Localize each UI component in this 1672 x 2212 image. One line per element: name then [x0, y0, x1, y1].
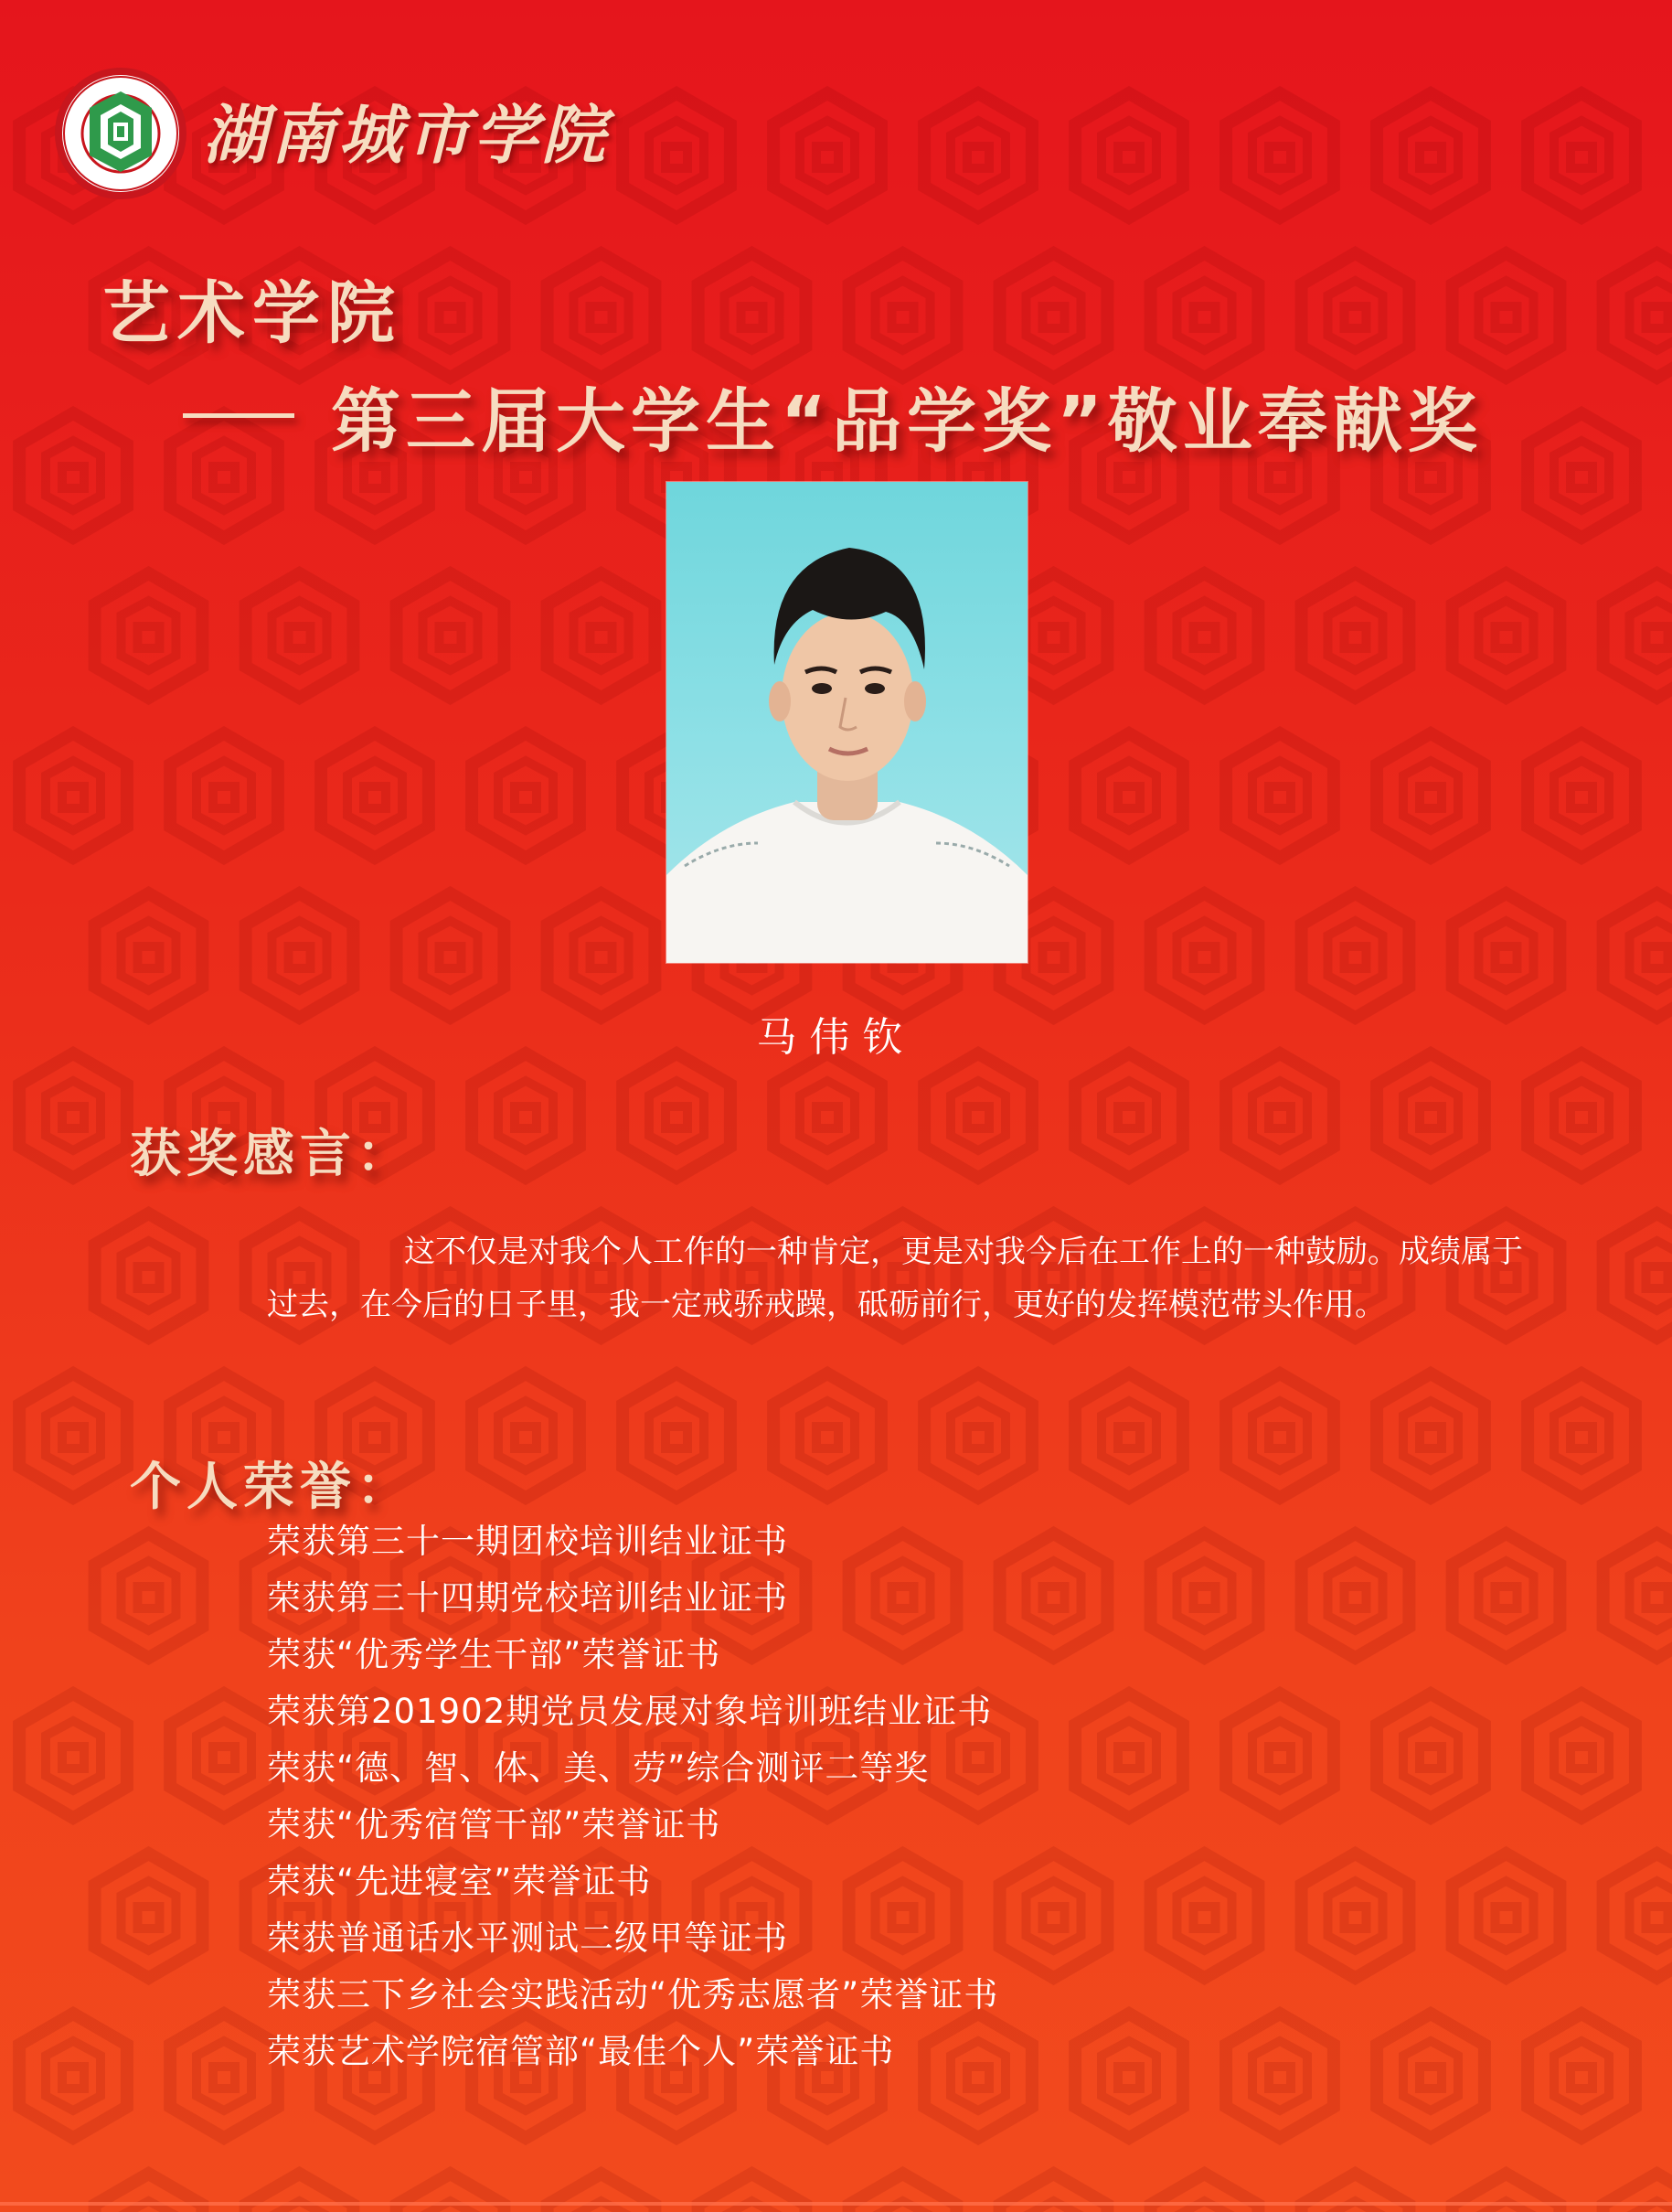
pattern-tile [1151, 1854, 1259, 1978]
pattern-tile [19, 1373, 127, 1498]
university-logo [53, 66, 188, 201]
pattern-tile [1453, 253, 1560, 378]
pattern-tile [1603, 1213, 1672, 1338]
pattern-tile [1377, 1373, 1485, 1498]
title-dash [183, 413, 294, 418]
pattern-tile [1151, 253, 1259, 378]
pattern-tile [397, 893, 505, 1018]
pattern-tile [548, 573, 655, 698]
pattern-tile [1603, 2174, 1672, 2212]
award-line [183, 366, 1483, 465]
pattern-tile [95, 1533, 203, 1658]
pattern-tile [1528, 1373, 1635, 1498]
pattern-tile [849, 253, 957, 378]
pattern-tile [924, 1373, 1032, 1498]
pattern-tile [397, 573, 505, 698]
pattern-tile [1377, 733, 1485, 858]
pattern-tile [1075, 93, 1183, 218]
university-seal-icon [53, 66, 188, 201]
honor-item: 荣获“优秀宿管干部”荣誉证书 [267, 1805, 721, 1844]
pattern-tile [1603, 253, 1672, 378]
pattern-tile [1528, 2014, 1635, 2138]
pattern-tile [1528, 733, 1635, 858]
portrait-photo [666, 482, 1028, 963]
pattern-tile [924, 93, 1032, 218]
pattern-tile [1075, 733, 1183, 858]
pattern-tile [1453, 893, 1560, 1018]
pattern-tile [1453, 1533, 1560, 1658]
pattern-tile [472, 1053, 580, 1178]
pattern-tile [19, 413, 127, 538]
pattern-tile [1000, 2174, 1108, 2212]
pattern-tile [321, 733, 429, 858]
pattern-tile [924, 1053, 1032, 1178]
pattern-tile [1151, 893, 1259, 1018]
pattern-tile [773, 1053, 881, 1178]
pattern-tile [95, 893, 203, 1018]
pattern-tile [1302, 1854, 1410, 1978]
pattern-tile [1453, 573, 1560, 698]
pattern-tile [1528, 413, 1635, 538]
honor-item: 荣获第三十四期党校培训结业证书 [267, 1578, 788, 1618]
pattern-tile [1603, 1533, 1672, 1658]
pattern-tile [773, 93, 881, 218]
pattern-tile [19, 2014, 127, 2138]
pattern-tile [170, 733, 278, 858]
award-title: 第三届大学生“品学奖”敬业奉献奖 [331, 380, 1483, 462]
pattern-tile [1377, 1053, 1485, 1178]
pattern-tile [246, 893, 354, 1018]
university-name: 湖南城市学院 [203, 97, 609, 173]
pattern-tile [1000, 253, 1108, 378]
person-name: 马伟钦 [756, 1014, 916, 1061]
pattern-tile [1226, 1694, 1334, 1818]
pattern-tile [1302, 1533, 1410, 1658]
pattern-tile [548, 2174, 655, 2212]
speech-text: 这不仅是对我个人工作的一种肯定，更是对我今后在工作上的一种鼓励。成绩属于过去，在今后的日子里，我一定戒骄戒躁，砥砺前行，更好的发挥模范带头作用。 [267, 1234, 1523, 1323]
pattern-tile [849, 2174, 957, 2212]
pattern-tile [397, 2174, 505, 2212]
pattern-tile [95, 573, 203, 698]
pattern-tile [1302, 253, 1410, 378]
bottom-border [0, 2202, 1672, 2206]
pattern-tile [95, 1213, 203, 1338]
pattern-tile [698, 253, 806, 378]
pattern-tile [246, 573, 354, 698]
pattern-tile [1528, 1053, 1635, 1178]
pattern-tile [1603, 893, 1672, 1018]
pattern-tile [1453, 2174, 1560, 2212]
honor-item: 荣获“先进寝室”荣誉证书 [267, 1862, 652, 1901]
pattern-tile [1151, 2174, 1259, 2212]
pattern-tile [1226, 733, 1334, 858]
college-name: 艺术学院 [102, 274, 402, 353]
pattern-tile [19, 1053, 127, 1178]
pattern-tile [1453, 1854, 1560, 1978]
person-portrait [666, 482, 1028, 963]
pattern-tile [1302, 2174, 1410, 2212]
pattern-tile [1226, 1053, 1334, 1178]
pattern-tile [246, 2174, 354, 2212]
honor-item: 荣获第三十一期团校培训结业证书 [267, 1522, 788, 1561]
speech-title: 获奖感言： [130, 1124, 413, 1184]
pattern-tile [548, 253, 655, 378]
pattern-tile [1000, 1854, 1108, 1978]
pattern-tile [1603, 1854, 1672, 1978]
pattern-tile [1377, 2014, 1485, 2138]
pattern-tile [1075, 1373, 1183, 1498]
pattern-tile [1226, 93, 1334, 218]
pattern-tile [698, 2174, 806, 2212]
pattern-tile [1528, 1694, 1635, 1818]
pattern-tile [1000, 1533, 1108, 1658]
pattern-tile [773, 1373, 881, 1498]
pattern-tile [1603, 573, 1672, 698]
pattern-tile [1075, 1694, 1183, 1818]
pattern-tile [170, 1694, 278, 1818]
pattern-tile [1302, 893, 1410, 1018]
pattern-tile [1528, 93, 1635, 218]
honor-item: 荣获三下乡社会实践活动“优秀志愿者”荣誉证书 [267, 1975, 999, 2014]
pattern-tile [19, 733, 127, 858]
pattern-tile [1151, 1533, 1259, 1658]
pattern-tile [397, 253, 505, 378]
pattern-tile [95, 2174, 203, 2212]
honor-item: 荣获第201902期党员发展对象培训班结业证书 [267, 1692, 993, 1731]
pattern-tile [170, 2014, 278, 2138]
honor-item: 荣获艺术学院宿管部“最佳个人”荣誉证书 [267, 2032, 895, 2071]
pattern-tile [95, 1854, 203, 1978]
pattern-tile [1302, 573, 1410, 698]
honor-item: 荣获“优秀学生干部”荣誉证书 [267, 1635, 721, 1674]
pattern-tile [472, 1373, 580, 1498]
pattern-tile [623, 1373, 730, 1498]
pattern-tile [1377, 93, 1485, 218]
pattern-tile [472, 733, 580, 858]
honor-item: 荣获普通话水平测试二级甲等证书 [267, 1918, 788, 1958]
pattern-tile [623, 1053, 730, 1178]
pattern-tile [548, 893, 655, 1018]
honors-list [267, 1513, 998, 2080]
pattern-tile [1226, 1373, 1334, 1498]
pattern-tile [1226, 2014, 1334, 2138]
pattern-tile [19, 1694, 127, 1818]
pattern-tile [1377, 1694, 1485, 1818]
pattern-tile [623, 93, 730, 218]
honors-title: 个人荣誉： [130, 1457, 413, 1517]
pattern-tile [1075, 1053, 1183, 1178]
pattern-tile [1151, 573, 1259, 698]
honor-item: 荣获“德、智、体、美、劳”综合测评二等奖 [267, 1748, 930, 1788]
pattern-tile [1075, 2014, 1183, 2138]
